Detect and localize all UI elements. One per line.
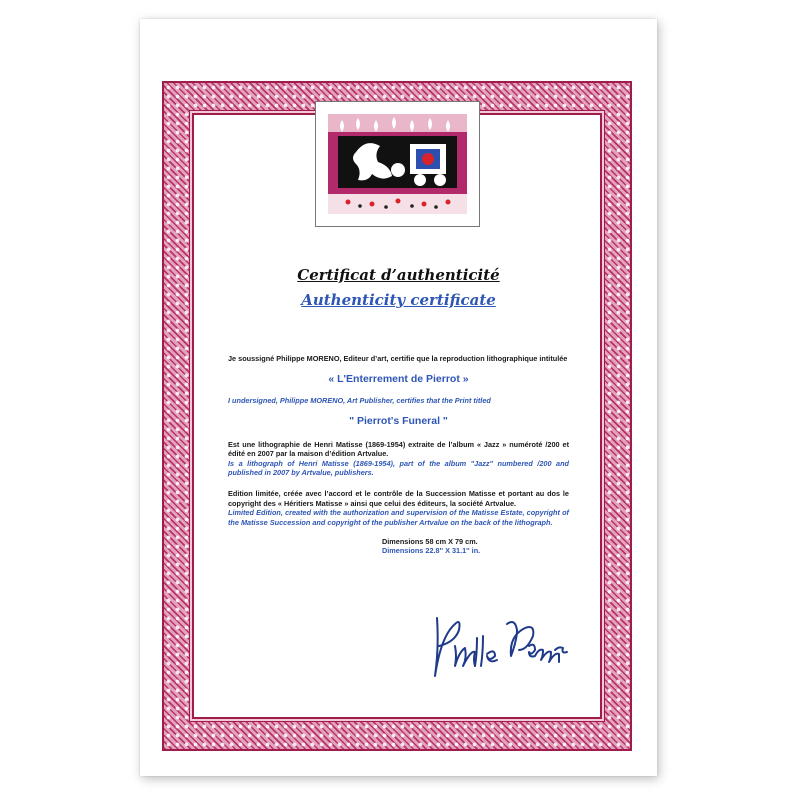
- artwork-title-english: " Pierrot's Funeral ": [349, 414, 448, 427]
- dimensions-imperial: Dimensions 22.8'' X 31.1'' in.: [382, 546, 481, 556]
- edition-english: Limited Edition, created with the authorization and supervision of the Matisse Estate, copyright of the Matisse Succession and copyright of the publisher Artvalue on the back of the lithograph.: [228, 508, 569, 527]
- certificate-page: [140, 19, 657, 776]
- dimensions-block: [382, 537, 569, 556]
- edition-french: Edition limitée, créée avec l’accord et le contrôle de la Succession Matisse et portant au dos le copyright des « Héritiers Matisse » ainsi que celui des éditeurs, la société Artvalue.: [228, 489, 569, 508]
- intro-english: I undersigned, Philippe MORENO, Art Publisher, certifies that the Print titled: [228, 396, 491, 406]
- title-french: Certificat d’authenticité: [297, 266, 500, 284]
- description-english: Is a lithograph of Henri Matisse (1869-1954), part of the album "Jazz" numbered /200 and published in 2007 by Artvalue, publishers.: [228, 458, 569, 478]
- certificate-titles: [140, 266, 657, 309]
- certificate-text: [228, 354, 569, 556]
- title-english: Authenticity certificate: [301, 291, 496, 309]
- description-french: Est une lithographie de Henri Matisse (1869-1954) extraite de l’album « Jazz » numéroté /200 et édité en 2007 par la maison d’édition Artvalue.: [228, 439, 569, 459]
- artwork-title-french: « L'Enterrement de Pierrot »: [328, 373, 469, 386]
- handwritten-signature: [425, 598, 575, 698]
- artwork-thumbnail: [315, 101, 480, 227]
- intro-french: Je soussigné Philippe MORENO, Editeur d’art, certifie que la reproduction lithographique intitulée: [228, 354, 568, 363]
- dimensions-metric: Dimensions 58 cm X 79 cm.: [382, 537, 478, 547]
